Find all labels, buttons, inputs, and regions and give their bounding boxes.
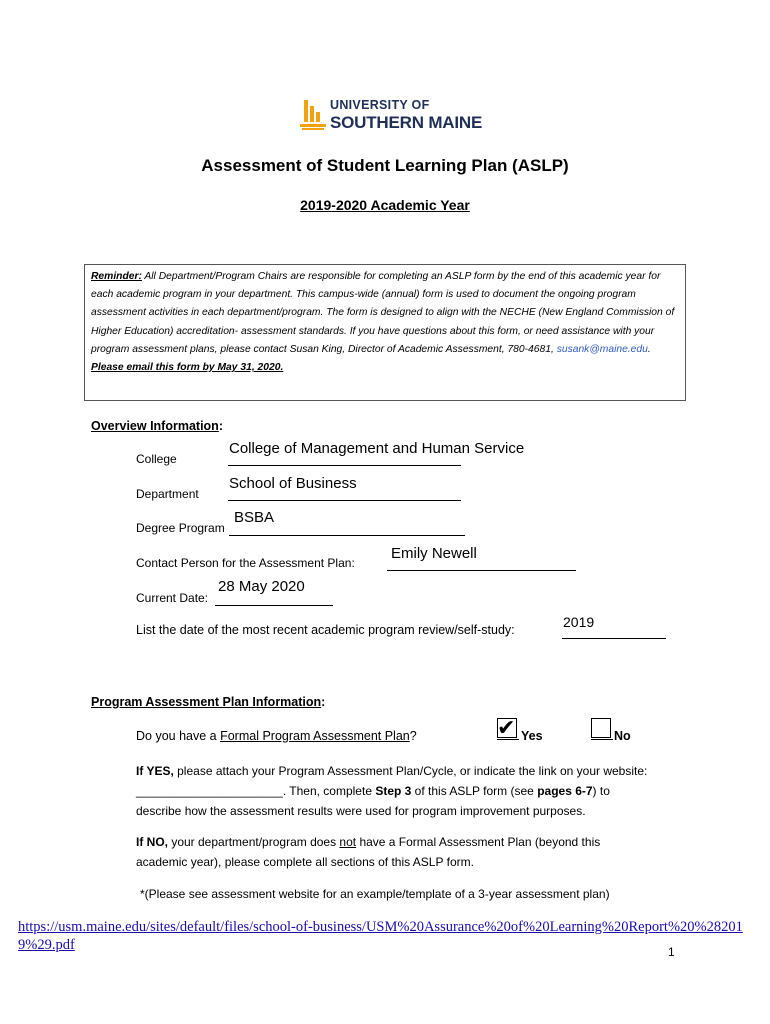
website-url-link[interactable]: https://usm.maine.edu/sites/default/files/school-of-business/USM%20Assurance%20of%20Learning%20Report%20%282019%29.pdf: [18, 919, 743, 953]
date-value: 28 May 2020: [218, 578, 305, 595]
college-value: College of Management and Human Service: [229, 440, 525, 457]
no-checkbox[interactable]: [591, 718, 611, 738]
if-yes-paragraph: If YES, please attach your Program Assessment Plan/Cycle, or indicate the link on your website: ______________________. Then, complete Step 3 of this ASLP form (see pages 6-7) to describe how the assessment results were used for program improvement purposes.: [136, 764, 648, 818]
reminder-label: Reminder:: [91, 271, 142, 282]
reminder-deadline: Please email this form by May 31, 2020.: [91, 362, 284, 374]
college-label: College: [136, 452, 177, 466]
yes-label: Yes: [521, 729, 543, 743]
if-no-paragraph: If NO, your department/program does not have a Formal Assessment Plan (beyond this academic year), please complete all sections of this ASLP form.: [136, 835, 601, 869]
reminder-body: All Department/Program Chairs are responsible for completing an ASLP form by the end of this academic year for each academic program in your department. This campus-wide (annual) form is used to document the ongoing program assessment activities in each department/program. The form is designed to align with the NECHE (New England Commission of Higher Education) accreditation- assessment standards. If you have questions about this form, or need assistance with your program assessment plans, please contact Susan King, Director of Academic Assessment, 780-4681,: [91, 271, 675, 355]
contact-email-link[interactable]: susank@maine.edu: [556, 343, 648, 355]
page-number: 1: [668, 945, 675, 959]
website-link-blank[interactable]: ______________________: [136, 784, 283, 798]
no-label: No: [614, 729, 631, 743]
degree-value: BSBA: [234, 509, 275, 526]
academic-year: 2019-2020 Academic Year: [300, 197, 470, 213]
no-underline: [591, 739, 613, 740]
template-note: *(Please see assessment website for an example/template of a 3-year assessment plan): [140, 887, 610, 901]
page-title: Assessment of Student Learning Plan (ASLP): [201, 156, 569, 175]
department-label: Department: [136, 487, 199, 501]
program-heading: Program Assessment Plan Information:: [91, 695, 326, 709]
contact-label: Contact Person for the Assessment Plan:: [136, 556, 355, 570]
formal-plan-question: Do you have a Formal Program Assessment Plan?: [136, 729, 417, 743]
review-label: List the date of the most recent academic program review/self-study:: [136, 623, 515, 637]
reminder-punct: .: [647, 343, 651, 355]
review-value: 2019: [563, 614, 595, 630]
degree-label: Degree Program: [136, 521, 225, 535]
logo-line-1: UNIVERSITY OF: [330, 98, 430, 112]
reminder-text: [91, 268, 676, 377]
date-label: Current Date:: [136, 591, 209, 605]
lighthouse-logo-icon: [300, 98, 328, 132]
overview-heading: Overview Information:: [91, 419, 223, 433]
check-mark-icon: ✔: [497, 715, 516, 740]
logo-line-2: SOUTHERN MAINE: [330, 113, 483, 132]
yes-underline: [497, 739, 519, 740]
contact-value: Emily Newell: [391, 545, 477, 562]
department-value: School of Business: [229, 475, 357, 492]
